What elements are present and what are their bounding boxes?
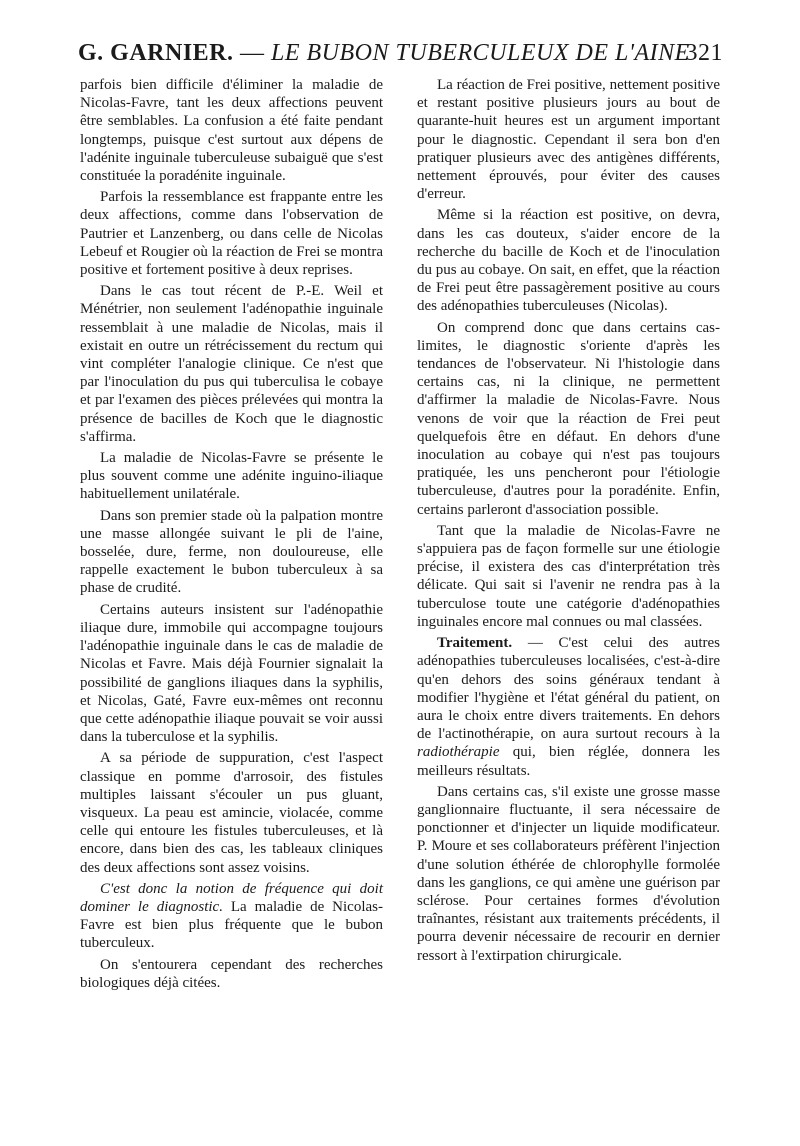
- paragraph: [80, 880, 383, 953]
- section-heading-traitement: Traitement.: [437, 635, 513, 652]
- paragraph: La maladie de Nicolas-Favre se présente le plus souvent comme une adénite inguino-iliaque habituellement unilatérale.: [80, 450, 383, 503]
- header-dash: —: [240, 40, 265, 66]
- paragraph: [417, 634, 720, 780]
- page-number: 321: [685, 40, 723, 66]
- paragraph: Dans son premier stade où la palpation montre une masse allongée suivant le pli de l'aine, bosselée, dure, ferme, non douloureuse, elle rappelle exactement le bubon tuberculeux à sa phase de crudité.: [80, 507, 383, 597]
- paragraph-text: qui, bien réglée, donnera les meilleurs résultats.: [417, 744, 720, 779]
- paragraph: Certains auteurs insistent sur l'adénopathie iliaque dure, immobile qui accompagne toujours l'adénopathie inguinale dans le cas de maladie de Nicolas et Favre. Mais déjà Fournier signalait la possibilité de ganglions iliaques dans la syphilis, et Nicolas, Gaté, Favre eux-mêmes ont reconnu que cette adénopathie iliaque pouvait se voir aussi dans la tuberculose et la syphilis.: [80, 601, 383, 746]
- italic-sentence: C'est donc la notion de fréquence qui doit dominer le diagnostic.: [80, 880, 383, 915]
- left-column: [80, 76, 383, 995]
- paragraph-text: — C'est celui des autres adénopathies tuberculeuses localisées, c'est-à-dire qu'en dehors des soins généraux tendant à modifier l'hygiène et l'état général du patient, on aura le choix entre divers traitements. En dehors de l'actinothérapie, on aura surtout recours à la: [417, 635, 720, 743]
- running-header: [78, 40, 723, 70]
- paragraph: La réaction de Frei positive, nettement positive et restant positive plusieurs jours au bout de quarante-huit heures est un argument important pour le diagnostic. Cependant il sera bon d'en pratiquer plusieurs avec des antigènes différents, nettement éprouvés, pour éviter des causes d'erreur.: [417, 77, 720, 203]
- right-column: [417, 76, 720, 968]
- italic-term: radiothérapie: [417, 744, 500, 761]
- paragraph: parfois bien difficile d'éliminer la maladie de Nicolas-Favre, tant les deux affections peuvent être semblables. La confusion a été faite pendant longtemps, puisque c'est surtout aux dépens de l'adénite inguinale tuberculeuse subaiguë que s'est constituée la poradénite inguinale.: [80, 77, 383, 185]
- paragraph: Dans certains cas, s'il existe une grosse masse ganglionnaire fluctuante, il sera nécessaire de ponctionner et d'injecter un liquide modificateur. P. Moure et ses collaborateurs préfèrent l'injection d'une solution éthérée de chlorophylle formolée dans les ganglions, ce qui amène une guérison par sclérose. Pour certaines formes d'évolution traînantes, résistant aux traitements précédents, il pourra devenir nécessaire de recourir en dernier ressort à l'extirpation chirurgicale.: [417, 783, 720, 964]
- header-author: G. GARNIER.: [78, 40, 234, 66]
- header-title: LE BUBON TUBERCULEUX DE L'AINE: [271, 40, 690, 66]
- paragraph: Même si la réaction est positive, on devra, dans les cas douteux, s'aider encore de la recherche du bacille de Koch et de l'inoculation du pus au cobaye. On sait, en effet, que la réaction de Frei peut être passagèrement positive au cours des adénopathies tuberculeuses (Nicolas).: [417, 207, 720, 315]
- paragraph: Parfois la ressemblance est frappante entre les deux affections, comme dans l'observation de Pautrier et Lanzenberg, ou dans celle de Nicolas Lebeuf et Rougier où la réaction de Frei se montra positive et fortement positive à deux reprises.: [80, 189, 383, 279]
- paragraph: A sa période de suppuration, c'est l'aspect classique en pomme d'arrosoir, des fistules multiples laissant s'écouler un pus gluant, visqueux. La peau est amincie, violacée, comme celle qui entoure les fistules tuberculeuses, et là encore, dans bien des cas, les tableaux cliniques des deux affections sont assez voisins.: [80, 750, 383, 876]
- paragraph: On s'entourera cependant des recherches biologiques déjà citées.: [80, 956, 383, 991]
- paragraph-text: La maladie de Nicolas-Favre est bien plus fréquente que le bubon tuberculeux.: [80, 898, 383, 952]
- paragraph: Tant que la maladie de Nicolas-Favre ne s'appuiera pas de façon formelle sur une étiologie précise, il existera des cas d'interprétation très délicate. Qui sait si l'avenir ne rendra pas à la tuberculose toute une catégorie d'adénopathies inguinales encore mal connues ou mal classées.: [417, 522, 720, 630]
- paragraph: Dans le cas tout récent de P.-E. Weil et Ménétrier, non seulement l'adénopathie inguinale ressemblait à une maladie de Nicolas, mais il existait en outre un rétrécissement du rectum qui vint compléter l'analogie clinique. Ce n'est que par l'inoculation du pus qui tuberculisa le cobaye et par l'examen des pièces prélevées qui montra la présence de bacilles de Koch que le diagnostic s'affirma.: [80, 283, 383, 445]
- paragraph: On comprend donc que dans certains cas-limites, le diagnostic s'oriente d'après les tendances de l'observateur. Ni l'histologie dans certains cas, ni la clinique, ne permettent d'affirmer la maladie de Nicolas-Favre. Nous venons de voir que la réaction de Frei peut quelquefois être en défaut. En dehors d'une inoculation au cobaye qui n'est pas toujours pratiquée, les uns pencheront pour l'étiologie tuberculeuse, d'autres pour la poradénite. Enfin, certains parleront d'association possible.: [417, 319, 720, 518]
